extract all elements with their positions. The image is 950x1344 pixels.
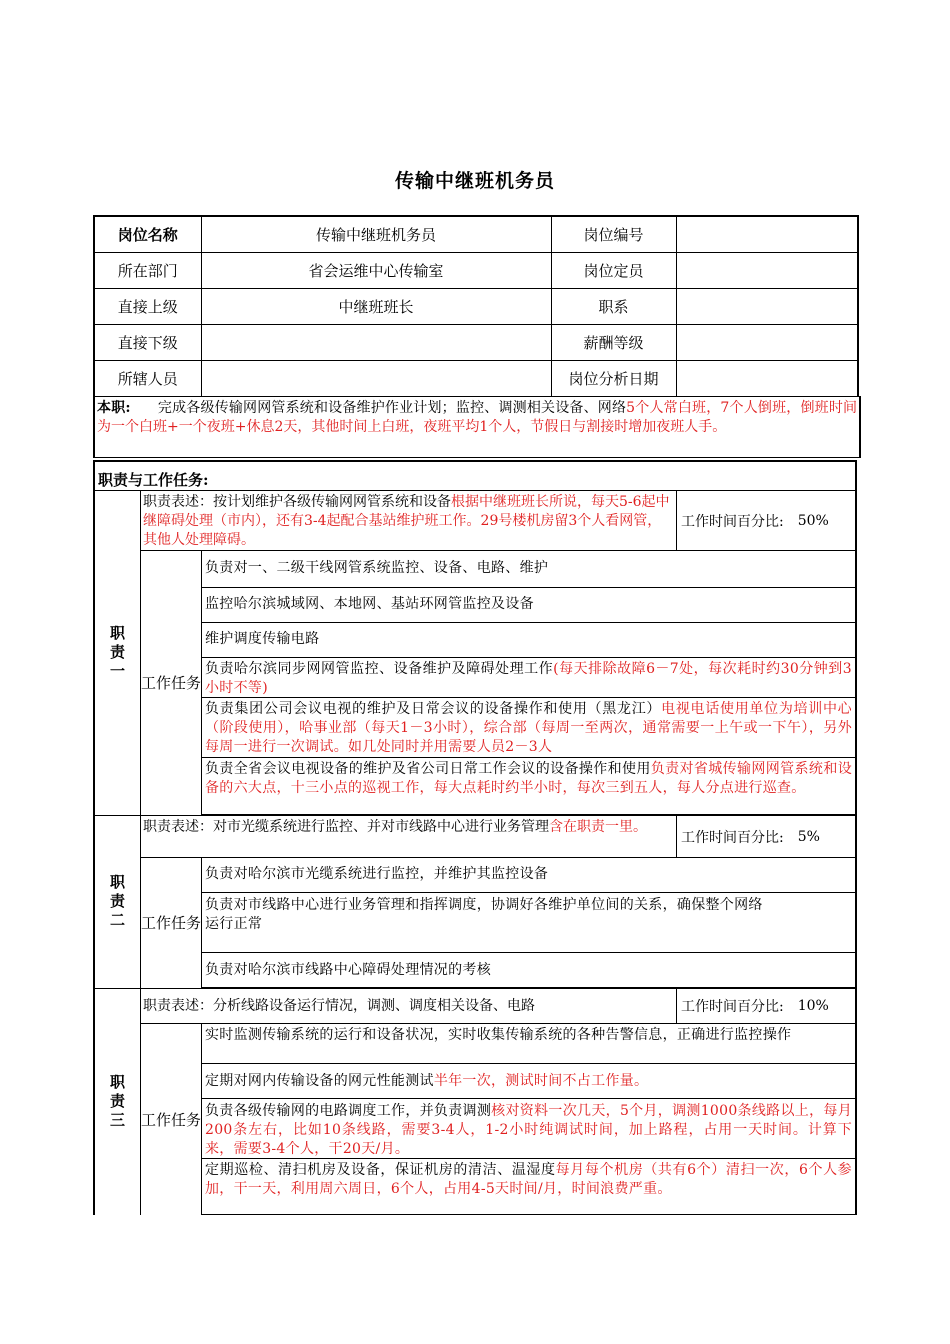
info-row bbox=[94, 325, 858, 361]
task-item: 定期对网内传输设备的网元性能测试半年一次，测试时间不占工作量。 bbox=[202, 1064, 857, 1099]
page-title: 传输中继班机务员 bbox=[394, 170, 555, 192]
duty-section-2 bbox=[93, 815, 857, 988]
info-key: 直接下级 bbox=[94, 325, 201, 361]
duty-section-3 bbox=[93, 988, 857, 1215]
duty-label: 职责三 bbox=[93, 989, 141, 1215]
info-row bbox=[94, 289, 858, 325]
task-item: 维护调度传输电路 bbox=[202, 623, 857, 658]
task-item: 负责全省会议电视设备的维护及省公司日常工作会议的设备操作和使用负责对省城传输网网管系统和设备的六大点，十三小点的巡视工作，每大点耗时约半小时，每次三到五人，每人分点进行巡查。 bbox=[202, 758, 857, 815]
task-item: 负责对哈尔滨市光缆系统进行监控，并维护其监控设备 bbox=[202, 858, 857, 893]
task-item: 负责集团公司会议电视的维护及日常会议的设备操作和使用（黑龙江）电视电话使用单位为培训中心（阶段使用），哈事业部（每天1－3小时），综合部（每周一至两次，通常需要一上午或一下午），另外每周一进行一次调试。如几处同时并用需要人员2－3人 bbox=[202, 698, 857, 758]
info-value bbox=[676, 253, 858, 289]
time-percentage: 工作时间百分比: 50% bbox=[676, 491, 857, 551]
duty-label: 职责一 bbox=[93, 491, 141, 815]
task-label: 工作任务 bbox=[141, 858, 202, 988]
task-item: 监控哈尔滨城域网、本地网、基站环网管监控及设备 bbox=[202, 588, 857, 623]
task-item: 负责哈尔滨同步网网管监控、设备维护及障碍处理工作(每天排除故障6－7处，每次耗时约30分钟到3小时不等) bbox=[202, 658, 857, 698]
info-key: 岗位定员 bbox=[551, 253, 676, 289]
task-item: 负责对一、二级干线网管系统监控、设备、电路、维护 bbox=[202, 551, 857, 588]
scope-text: 完成各级传输网网管系统和设备维护作业计划；监控、调测相关设备、网络 bbox=[157, 400, 627, 416]
info-row bbox=[94, 216, 858, 253]
info-value bbox=[676, 216, 858, 253]
info-value bbox=[201, 361, 551, 397]
position-info-table bbox=[93, 215, 859, 397]
task-label: 工作任务 bbox=[141, 551, 202, 815]
task-item: 负责各级传输网的电路调度工作，并负责调测核对资料一次几天，5个月，调测1000条线路以上，每月200条左右，比如10条线路，需要3-4人，1-2小时纯调试时间，加上路程，占用一天时间。计算下来，需要3-4个人，干20天/月。 bbox=[202, 1099, 857, 1159]
info-key: 直接上级 bbox=[94, 289, 201, 325]
info-key: 所辖人员 bbox=[94, 361, 201, 397]
info-key: 岗位分析日期 bbox=[551, 361, 676, 397]
info-row bbox=[94, 253, 858, 289]
task-item: 负责对市线路中心进行业务管理和指挥调度，协调好各维护单位间的关系，确保整个网络 运行正常 bbox=[202, 893, 857, 953]
time-percentage: 工作时间百分比: 5% bbox=[676, 816, 857, 858]
info-value bbox=[676, 325, 858, 361]
duties-header: 职责与工作任务: bbox=[93, 460, 857, 491]
duty-description: 职责表述：按计划维护各级传输网网管系统和设备根据中继班班长所说，每天5-6起中继障碍处理（市内），还有3-4起配合基站维护班工作。29号楼机房留3个人看网管，其他人处理障碍。 bbox=[141, 491, 676, 551]
info-value: 传输中继班机务员 bbox=[201, 216, 551, 253]
info-value: 省会运维中心传输室 bbox=[201, 253, 551, 289]
duty-description: 职责表述：分析线路设备运行情况，调测、调度相关设备、电路 bbox=[141, 989, 676, 1024]
scope-label: 本职: bbox=[97, 400, 131, 416]
info-value bbox=[676, 361, 858, 397]
info-key: 岗位编号 bbox=[551, 216, 676, 253]
info-key: 职系 bbox=[551, 289, 676, 325]
scope-note: 5个人常白班，7个人倒班，倒班时间为一个白班+一个夜班+休息2天，其他时间上白班，夜班平均1个人，节假日与割接时增加夜班人手。 bbox=[97, 400, 858, 435]
time-percentage: 工作时间百分比: 10% bbox=[676, 989, 857, 1024]
job-scope bbox=[93, 396, 861, 458]
task-item: 负责对哈尔滨市线路中心障碍处理情况的考核 bbox=[202, 953, 857, 988]
info-value: 中继班班长 bbox=[201, 289, 551, 325]
info-value bbox=[676, 289, 858, 325]
duty-label: 职责二 bbox=[93, 816, 141, 988]
task-label: 工作任务 bbox=[141, 1024, 202, 1215]
info-key: 岗位名称 bbox=[94, 216, 201, 253]
info-row bbox=[94, 361, 858, 397]
task-item: 定期巡检、清扫机房及设备，保证机房的清洁、温湿度每月每个机房（共有6个）清扫一次，6个人参加，干一天，利用周六周日，6个人，占用4-5天时间/月，时间浪费严重。 bbox=[202, 1159, 857, 1215]
duty-description: 职责表述：对市光缆系统进行监控、并对市线路中心进行业务管理含在职责一里。 bbox=[141, 816, 676, 858]
info-key: 所在部门 bbox=[94, 253, 201, 289]
duty-section-1 bbox=[93, 491, 857, 815]
info-value bbox=[201, 325, 551, 361]
task-item: 实时监测传输系统的运行和设备状况，实时收集传输系统的各种告警信息，正确进行监控操作 bbox=[202, 1024, 857, 1064]
info-key: 薪酬等级 bbox=[551, 325, 676, 361]
